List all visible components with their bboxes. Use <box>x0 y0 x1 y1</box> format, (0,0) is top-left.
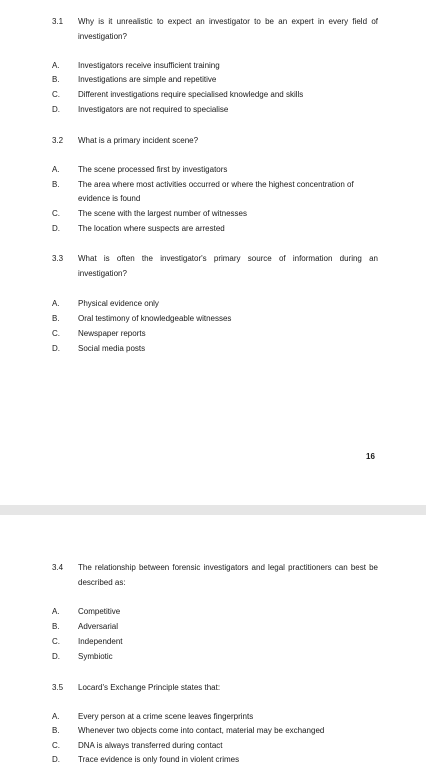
option-letter: C. <box>52 329 60 338</box>
option-text: The area where most activities occurred or where the highest concentration of evidence is found <box>78 180 354 203</box>
option-text: Every person at a crime scene leaves fingerprints <box>78 712 254 721</box>
option-text: Adversarial <box>78 622 119 631</box>
option-text: Investigations are simple and repetitive <box>78 75 217 84</box>
option-text: Newspaper reports <box>78 329 146 338</box>
option-letter: A. <box>52 299 60 308</box>
option-letter: A. <box>52 165 60 174</box>
option-text: Oral testimony of knowledgeable witnesses <box>78 314 232 323</box>
question-number: 3.4 <box>52 563 64 572</box>
option-letter: C. <box>52 209 60 218</box>
option-letter: D. <box>52 224 60 233</box>
question-text: What is a primary incident scene? <box>78 136 199 145</box>
page-number: 16 <box>366 452 375 461</box>
option-text: Investigators receive insufficient training <box>78 61 220 70</box>
option-text: Independent <box>78 637 123 646</box>
option-letter: A. <box>52 607 60 616</box>
option-letter: D. <box>52 652 60 661</box>
question-text: Locard's Exchange Principle states that: <box>78 683 221 692</box>
option-text: DNA is always transferred during contact <box>78 741 223 750</box>
question-text: What is often the investigator's primary source of information during an investigation? <box>78 254 378 278</box>
question-number: 3.1 <box>52 17 64 26</box>
option-text: Whenever two objects come into contact, material may be exchanged <box>78 726 325 735</box>
option-text: Social media posts <box>78 344 146 353</box>
option-text: The location where suspects are arrested <box>78 224 225 233</box>
option-letter: B. <box>52 622 60 631</box>
question-text: The relationship between forensic investigators and legal practitioners can best be described as: <box>78 563 378 587</box>
option-text: The scene processed first by investigators <box>78 165 228 174</box>
document-page-2 <box>0 515 426 768</box>
option-text: Different investigations require specialised knowledge and skills <box>78 90 304 99</box>
option-text: The scene with the largest number of witnesses <box>78 209 247 218</box>
option-letter: A. <box>52 712 60 721</box>
question-number: 3.2 <box>52 136 64 145</box>
question-number: 3.5 <box>52 683 64 692</box>
option-letter: D. <box>52 344 60 353</box>
option-letter: B. <box>52 180 60 189</box>
option-letter: D. <box>52 755 60 764</box>
option-letter: C. <box>52 741 60 750</box>
option-letter: C. <box>52 90 60 99</box>
option-letter: D. <box>52 105 60 114</box>
option-letter: A. <box>52 61 60 70</box>
option-letter: B. <box>52 75 60 84</box>
option-letter: C. <box>52 637 60 646</box>
page-separator <box>0 505 426 515</box>
option-text: Trace evidence is only found in violent crimes <box>78 755 240 764</box>
option-text: Competitive <box>78 607 121 616</box>
option-text: Symbiotic <box>78 652 113 661</box>
option-letter: B. <box>52 726 60 735</box>
question-text: Why is it unrealistic to expect an investigator to be an expert in every field of investigation? <box>78 17 378 41</box>
option-text: Physical evidence only <box>78 299 159 308</box>
option-text: Investigators are not required to specialise <box>78 105 229 114</box>
option-letter: B. <box>52 314 60 323</box>
question-number: 3.3 <box>52 254 64 263</box>
